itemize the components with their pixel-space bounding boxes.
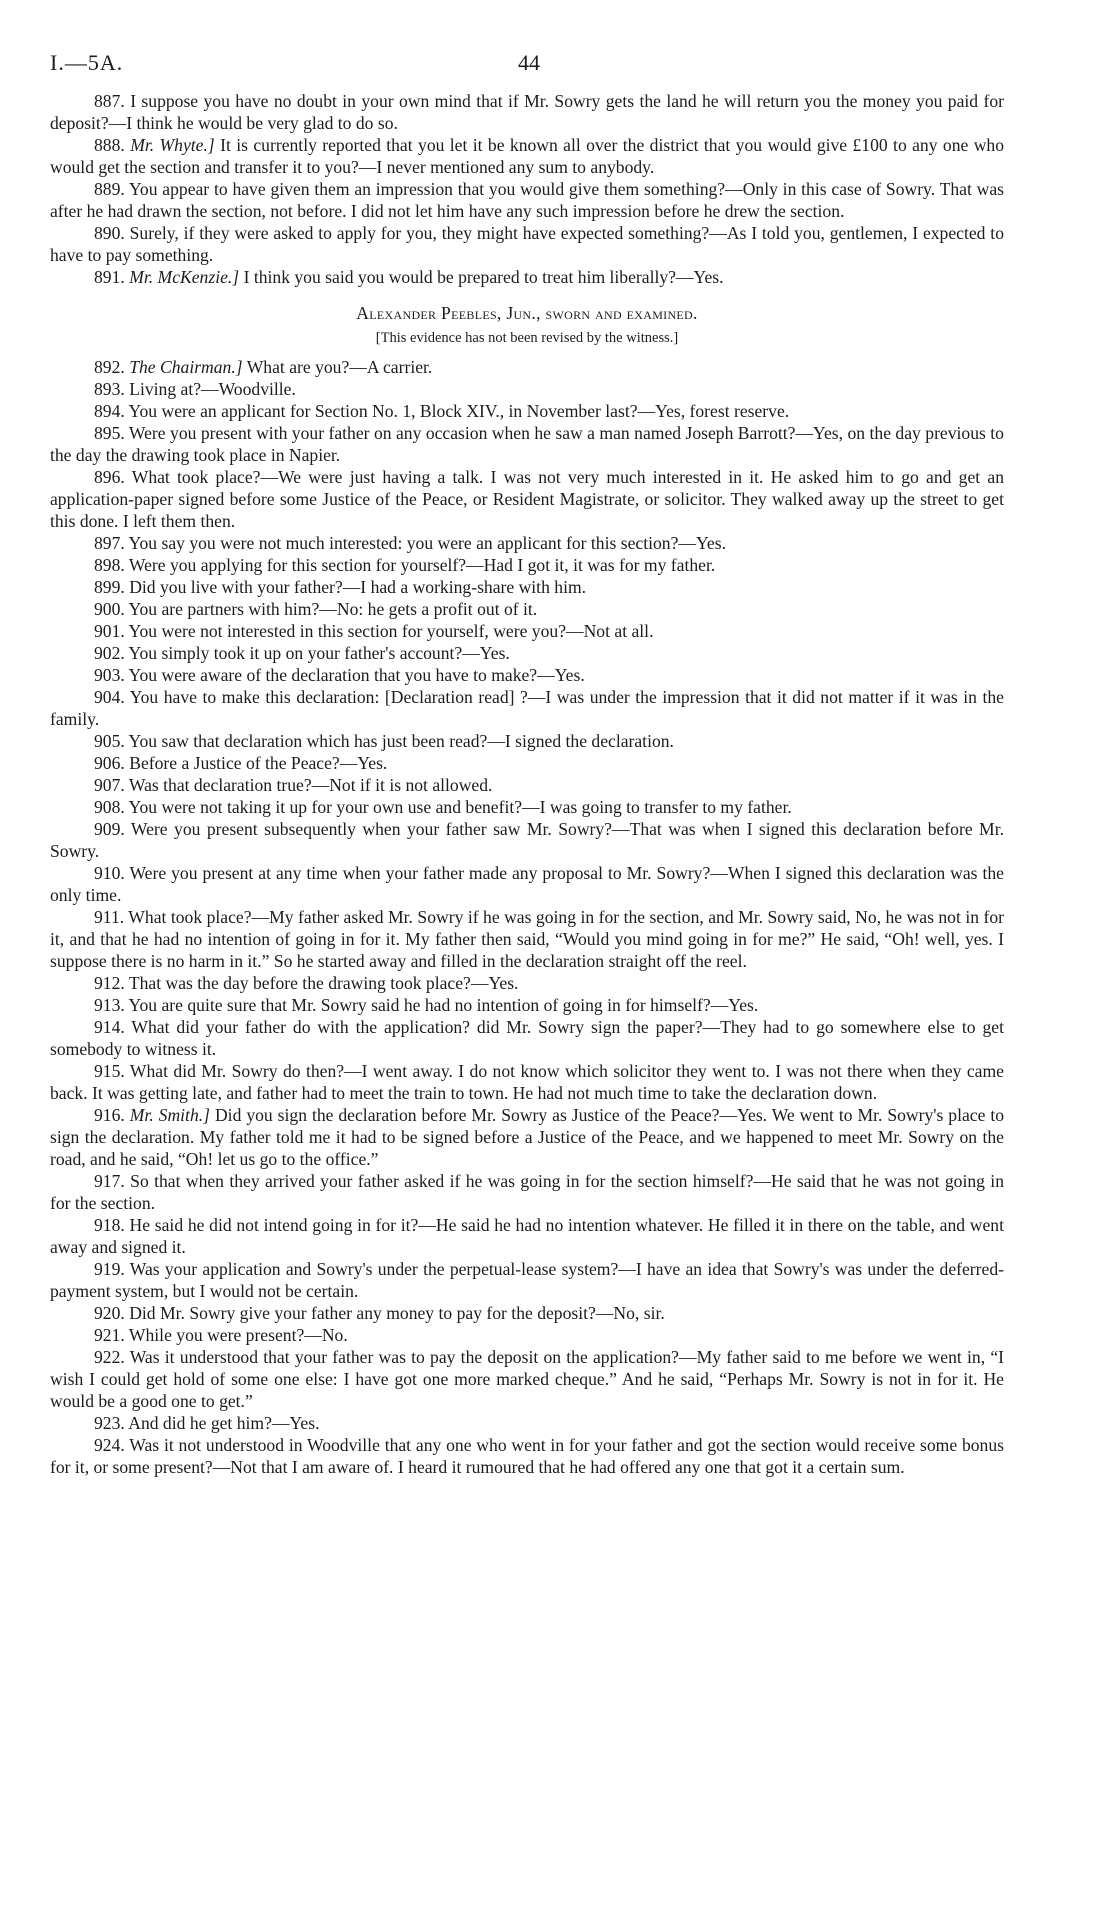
question-paragraph bbox=[50, 752, 1004, 774]
question-paragraph bbox=[50, 796, 1004, 818]
question-text: Was your application and Sowry's under the perpetual-lease system?—I have an idea that Sowry's was under the deferred-payment system, but I would not be certain. bbox=[50, 1259, 1004, 1301]
question-number: 889. bbox=[94, 179, 125, 199]
question-text: You were an applicant for Section No. 1, Block XIV., in November last?—Yes, forest reserve. bbox=[128, 401, 790, 421]
question-paragraph bbox=[50, 554, 1004, 576]
question-number: 922. bbox=[94, 1347, 125, 1367]
question-number: 912. bbox=[94, 973, 125, 993]
question-number: 895. bbox=[94, 423, 125, 443]
question-paragraph bbox=[50, 134, 1004, 178]
question-paragraph bbox=[50, 1302, 1004, 1324]
question-number: 906. bbox=[94, 753, 125, 773]
question-text: You simply took it up on your father's account?—Yes. bbox=[128, 643, 510, 663]
question-number: 910. bbox=[94, 863, 125, 883]
question-number: 903. bbox=[94, 665, 125, 685]
question-text: Before a Justice of the Peace?—Yes. bbox=[129, 753, 388, 773]
speaker-name: Mr. McKenzie.] bbox=[129, 267, 240, 287]
question-text: Did Mr. Sowry give your father any money to pay for the deposit?—No, sir. bbox=[129, 1303, 665, 1323]
question-text: Were you present with your father on any occasion when he saw a man named Joseph Barrott?—Yes, on the day previous to the day the drawing took place in Napier. bbox=[50, 423, 1004, 465]
question-number: 917. bbox=[94, 1171, 125, 1191]
question-text: Living at?—Woodville. bbox=[129, 379, 296, 399]
question-paragraph bbox=[50, 1060, 1004, 1104]
question-number: 924. bbox=[94, 1435, 125, 1455]
question-number: 918. bbox=[94, 1215, 125, 1235]
question-text: Was it understood that your father was to pay the deposit on the application?—My father said to me before we went in, “I wish I could get hold of some one else: I have got one more marked cheque.” And he said, “Perhaps Mr. Sowry is not in for it. He would be a good one to get.” bbox=[50, 1347, 1004, 1411]
question-paragraph bbox=[50, 664, 1004, 686]
question-number: 908. bbox=[94, 797, 125, 817]
question-paragraph bbox=[50, 1346, 1004, 1412]
question-number: 909. bbox=[94, 819, 125, 839]
question-number: 892. bbox=[94, 357, 125, 377]
question-number: 911. bbox=[94, 907, 125, 927]
question-text: You appear to have given them an impression that you would give them something?—Only in this case of Sowry. That was after he had drawn the section, not before. I did not let him have any such impression before he drew the section. bbox=[50, 179, 1004, 221]
question-number: 919. bbox=[94, 1259, 125, 1279]
speaker-name: The Chairman.] bbox=[129, 357, 243, 377]
question-number: 896. bbox=[94, 467, 125, 487]
question-number: 888. bbox=[94, 135, 125, 155]
question-text: What did your father do with the application? did Mr. Sowry sign the paper?—They had to go somewhere else to get somebody to witness it. bbox=[50, 1017, 1004, 1059]
question-paragraph bbox=[50, 1412, 1004, 1434]
question-paragraph bbox=[50, 862, 1004, 906]
question-text: While you were present?—No. bbox=[128, 1325, 348, 1345]
question-text: I think you said you would be prepared to treat him liberally?—Yes. bbox=[243, 267, 724, 287]
question-paragraph bbox=[50, 576, 1004, 598]
question-number: 923. bbox=[94, 1413, 125, 1433]
question-number: 900. bbox=[94, 599, 125, 619]
question-number: 907. bbox=[94, 775, 125, 795]
question-number: 898. bbox=[94, 555, 125, 575]
question-number: 887. bbox=[94, 91, 125, 111]
question-paragraph bbox=[50, 90, 1004, 134]
question-paragraph bbox=[50, 730, 1004, 752]
question-paragraph bbox=[50, 620, 1004, 642]
question-number: 905. bbox=[94, 731, 125, 751]
question-number: 899. bbox=[94, 577, 125, 597]
question-text: Surely, if they were asked to apply for you, they might have expected something?—As I told you, gentlemen, I expected to have to pay something. bbox=[50, 223, 1004, 265]
page-header bbox=[50, 50, 1004, 90]
question-text: Did you live with your father?—I had a working-share with him. bbox=[129, 577, 587, 597]
question-text: You have to make this declaration: [Declaration read] ?—I was under the impression that it did not matter if it was in the family. bbox=[50, 687, 1004, 729]
question-paragraph bbox=[50, 818, 1004, 862]
question-paragraph bbox=[50, 774, 1004, 796]
question-paragraph bbox=[50, 1016, 1004, 1060]
question-text: I suppose you have no doubt in your own mind that if Mr. Sowry gets the land he will return you the money you paid for deposit?—I think he would be very glad to do so. bbox=[50, 91, 1004, 133]
speaker-name: Mr. Whyte.] bbox=[130, 135, 215, 155]
question-number: 904. bbox=[94, 687, 125, 707]
witness-note: [This evidence has not been revised by the witness.] bbox=[375, 330, 679, 346]
question-paragraph bbox=[50, 1214, 1004, 1258]
question-paragraph bbox=[50, 356, 1004, 378]
question-paragraph bbox=[50, 422, 1004, 466]
question-text: What are you?—A carrier. bbox=[246, 357, 433, 377]
question-paragraph bbox=[50, 266, 1004, 288]
question-paragraph bbox=[50, 466, 1004, 532]
speaker-name: Mr. Smith.] bbox=[129, 1105, 210, 1125]
question-paragraph bbox=[50, 994, 1004, 1016]
question-paragraph bbox=[50, 1258, 1004, 1302]
question-text: You were not interested in this section for yourself, were you?—Not at all. bbox=[128, 621, 654, 641]
question-paragraph bbox=[50, 532, 1004, 554]
question-number: 894. bbox=[94, 401, 125, 421]
question-paragraph bbox=[50, 1434, 1004, 1478]
question-paragraph bbox=[50, 222, 1004, 266]
page-number: 44 bbox=[518, 50, 540, 75]
question-text: You were not taking it up for your own use and benefit?—I was going to transfer to my father. bbox=[128, 797, 792, 817]
question-text: And did he get him?—Yes. bbox=[128, 1413, 320, 1433]
question-paragraph bbox=[50, 178, 1004, 222]
question-text: That was the day before the drawing took place?—Yes. bbox=[128, 973, 519, 993]
question-text: It is currently reported that you let it be known all over the district that you would give £100 to any one who would get the section and transfer it to you?—I never mentioned any sum to anybody. bbox=[50, 135, 1004, 177]
question-number: 915. bbox=[94, 1061, 125, 1081]
question-number: 893. bbox=[94, 379, 125, 399]
question-paragraph bbox=[50, 598, 1004, 620]
document-page bbox=[50, 50, 1004, 1478]
question-text: What took place?—We were just having a talk. I was not very much interested in it. He asked him to go and get an application-paper signed before some Justice of the Peace, or Resident Magistrate, or solicitor. They walked away up the street to get this done. I left them then. bbox=[50, 467, 1004, 531]
question-text: Did you sign the declaration before Mr. Sowry as Justice of the Peace?—Yes. We went to Mr. Sowry's place to sign the declaration. My father told me it had to be signed before a Justice of the Peace, and we happened to meet Mr. Sowry on the road, and he said, “Oh! let us go to the office.” bbox=[50, 1105, 1005, 1169]
question-text: What did Mr. Sowry do then?—I went away. I do not know which solicitor they went to. I was not there when they came back. It was getting late, and father had to meet the train to town. He had not much time to take the declaration down. bbox=[50, 1061, 1004, 1103]
question-number: 921. bbox=[94, 1325, 125, 1345]
evidence-section-previous-witness bbox=[50, 90, 1004, 288]
question-number: 897. bbox=[94, 533, 125, 553]
witness-heading: Alexander Peebles, Jun., sworn and examined. bbox=[356, 303, 698, 323]
question-number: 902. bbox=[94, 643, 125, 663]
question-text: You say you were not much interested: you were an applicant for this section?—Yes. bbox=[128, 533, 726, 553]
question-text: Were you present subsequently when your father saw Mr. Sowry?—That was when I signed this declaration before Mr. Sowry. bbox=[50, 819, 1004, 861]
question-paragraph bbox=[50, 1324, 1004, 1346]
question-paragraph bbox=[50, 378, 1004, 400]
question-text: Were you applying for this section for yourself?—Had I got it, it was for my father. bbox=[128, 555, 716, 575]
question-paragraph bbox=[50, 400, 1004, 422]
question-number: 920. bbox=[94, 1303, 125, 1323]
question-text: He said he did not intend going in for it?—He said he had no intention whatever. He filled it in there on the table, and went away and signed it. bbox=[50, 1215, 1004, 1257]
question-text: Was it not understood in Woodville that any one who went in for your father and got the section would receive some bonus for it, or some present?—Not that I am aware of. I heard it rumoured that he had offered any one that got it a certain sum. bbox=[50, 1435, 1004, 1477]
question-number: 913. bbox=[94, 995, 125, 1015]
question-paragraph bbox=[50, 906, 1004, 972]
question-paragraph bbox=[50, 1104, 1004, 1170]
question-text: Was that declaration true?—Not if it is not allowed. bbox=[128, 775, 493, 795]
question-paragraph bbox=[50, 642, 1004, 664]
question-text: You saw that declaration which has just been read?—I signed the declaration. bbox=[128, 731, 674, 751]
question-text: What took place?—My father asked Mr. Sowry if he was going in for the section, and Mr. Sowry said, No, he was not in for it, and that he had no intention of going in for it. My father then said, “Would you mind going in for me?” He said, “Oh! well, yes. I suppose there is no harm in it.” So he started away and filled in the declaration straight off the reel. bbox=[50, 907, 1004, 971]
question-number: 901. bbox=[94, 621, 125, 641]
question-text: You are quite sure that Mr. Sowry said he had no intention of going in for himself?—Yes. bbox=[128, 995, 759, 1015]
question-number: 914. bbox=[94, 1017, 125, 1037]
question-text: You were aware of the declaration that you have to make?—Yes. bbox=[128, 665, 585, 685]
question-text: Were you present at any time when your father made any proposal to Mr. Sowry?—When I signed this declaration was the only time. bbox=[50, 863, 1004, 905]
question-paragraph bbox=[50, 1170, 1004, 1214]
question-paragraph bbox=[50, 972, 1004, 994]
evidence-section-alexander-peebles bbox=[50, 356, 1004, 1478]
question-number: 890. bbox=[94, 223, 125, 243]
document-reference: I.—5A. bbox=[50, 50, 124, 75]
question-number: 916. bbox=[94, 1105, 125, 1125]
question-paragraph bbox=[50, 686, 1004, 730]
question-text: You are partners with him?—No: he gets a profit out of it. bbox=[128, 599, 538, 619]
question-number: 891. bbox=[94, 267, 125, 287]
question-text: So that when they arrived your father asked if he was going in for the section himself?—He said that he was not going in for the section. bbox=[50, 1171, 1004, 1213]
